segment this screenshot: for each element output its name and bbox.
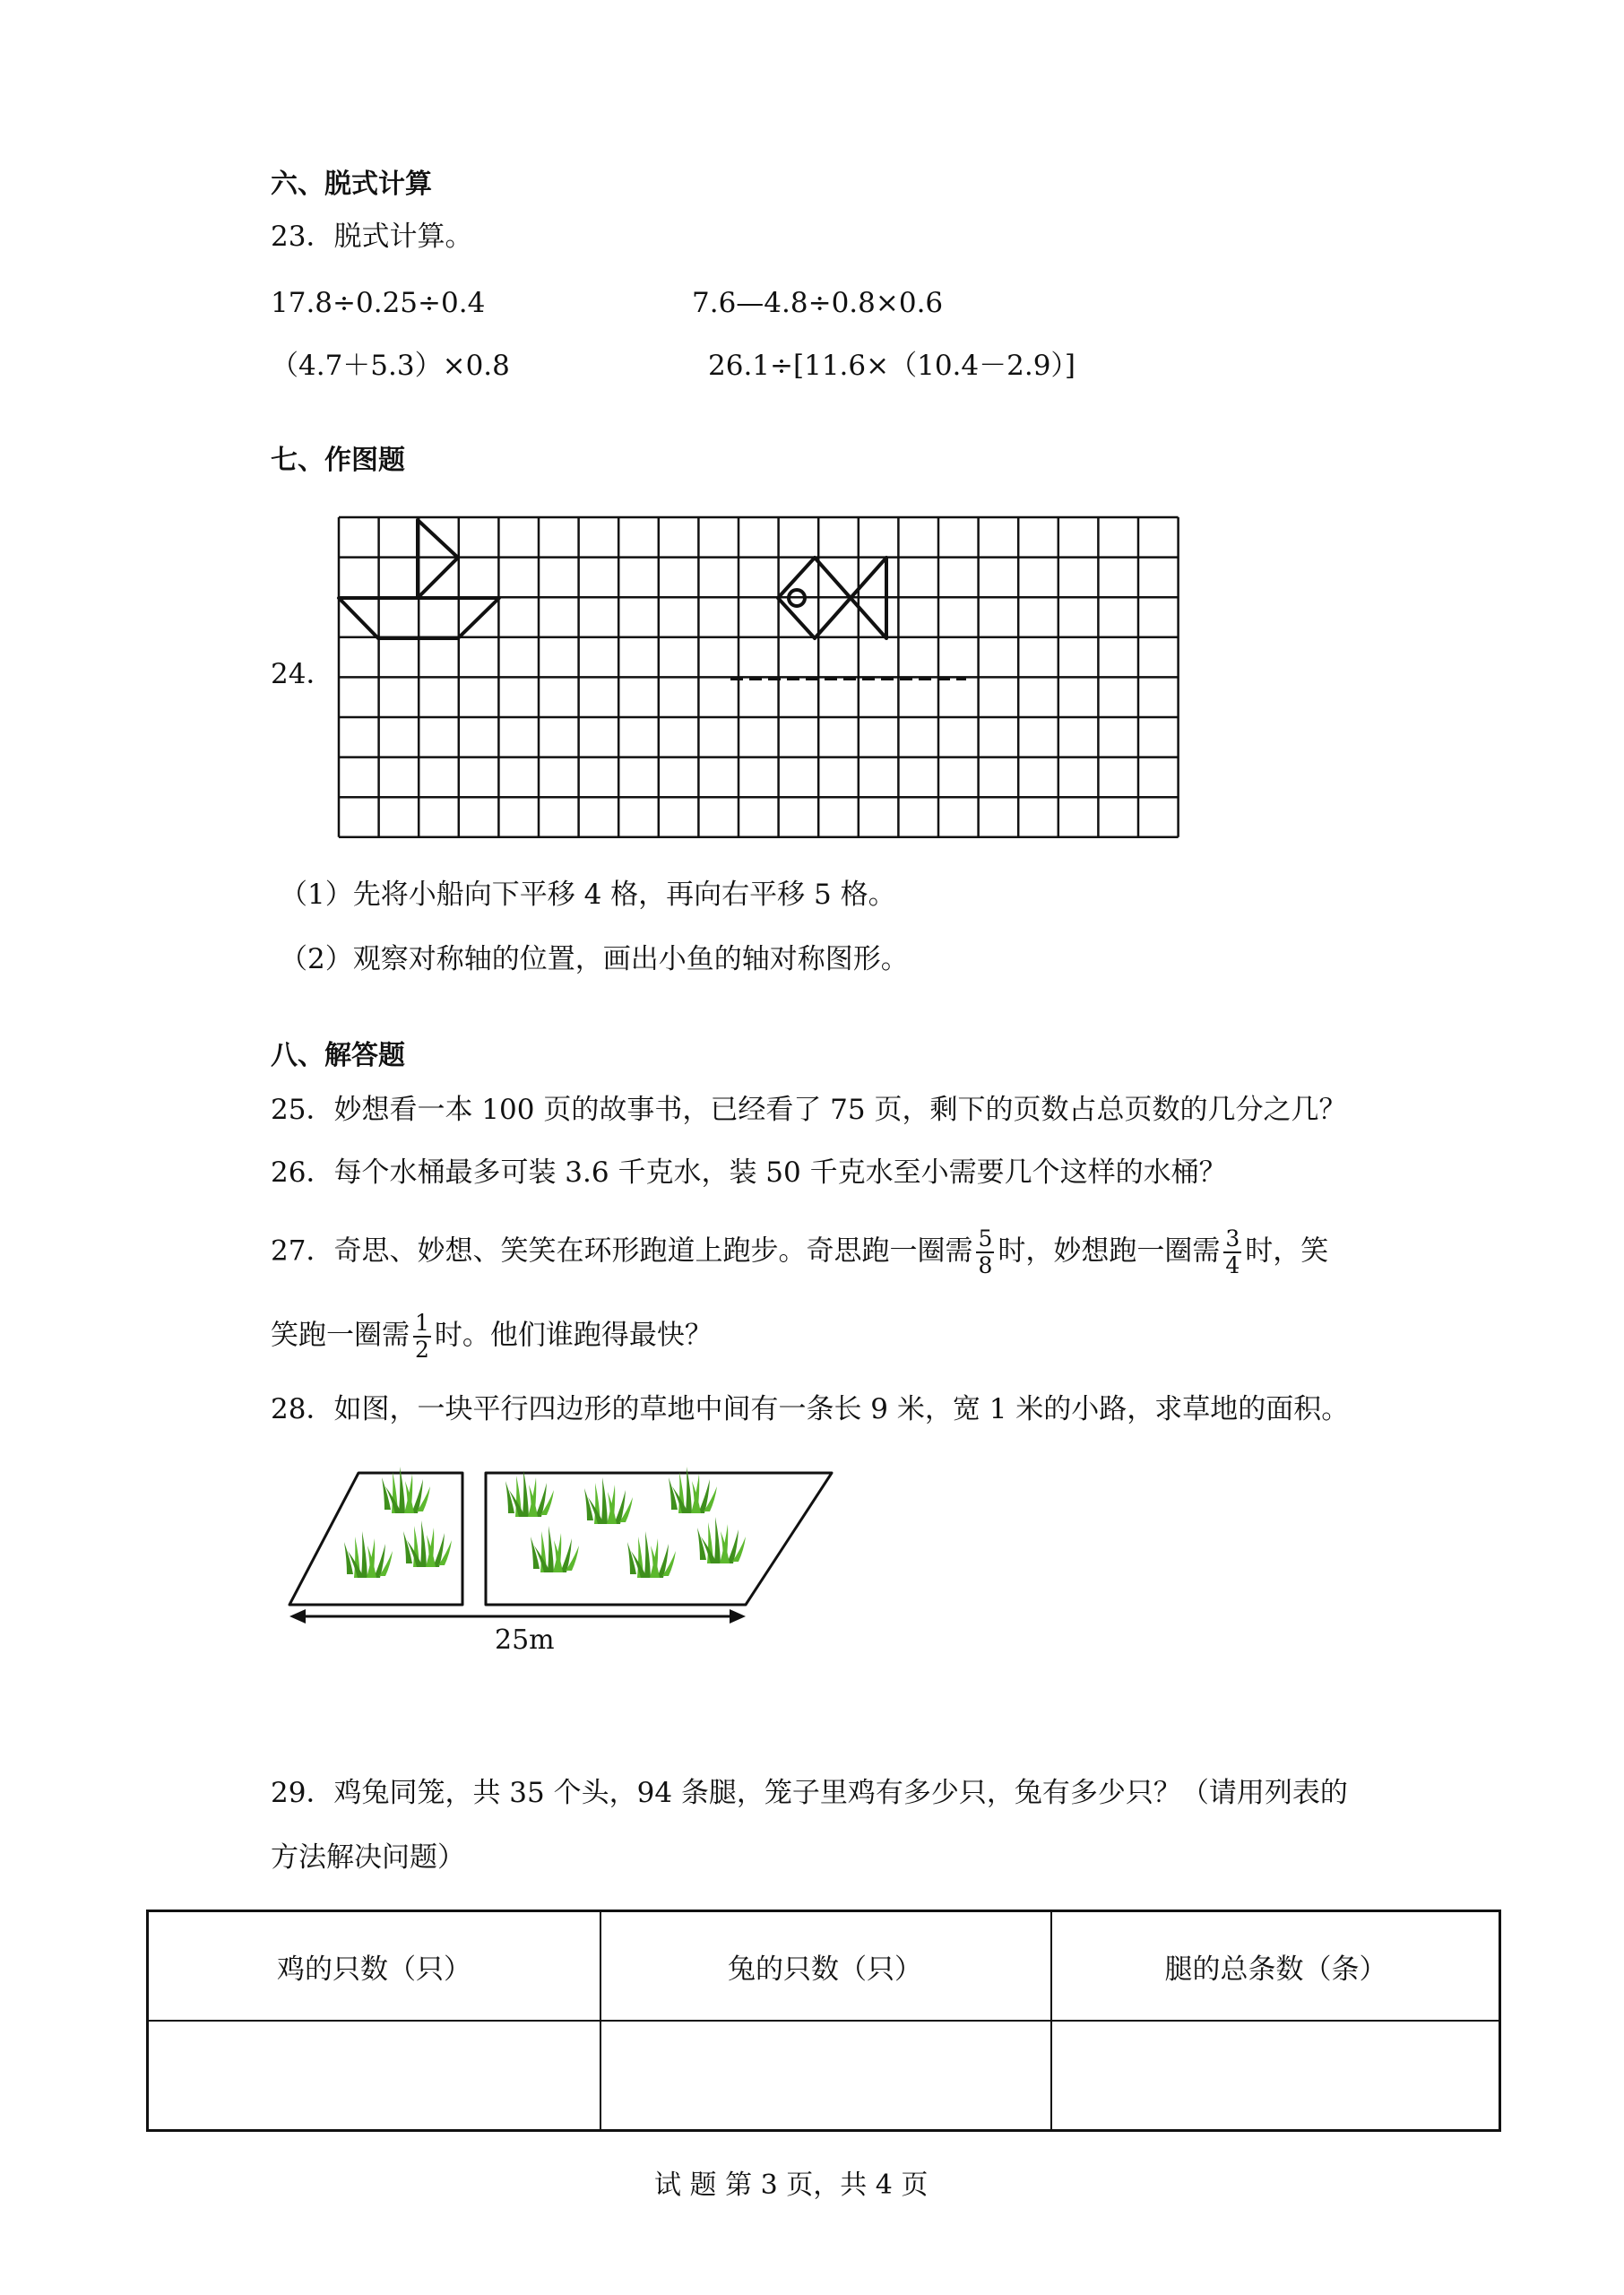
q23-expression-1: 17.8÷0.25÷0.4 [271, 287, 486, 319]
grass-icons [344, 1467, 746, 1578]
q27-text-c: 时，笑 [1245, 1234, 1329, 1268]
grass-icon [697, 1517, 746, 1563]
question-25: 25．妙想看一本 100 页的故事书，已经看了 75 页，剩下的页数占总页数的几分之几？ [271, 1094, 1347, 1126]
q27-text-b: 时，妙想跑一圈需 [998, 1234, 1221, 1268]
grass-icon [584, 1477, 633, 1524]
table-cell-answer[interactable] [149, 2022, 600, 2129]
question-26: 26．每个水桶最多可装 3.6 千克水，装 50 千克水至小需要几个这样的水桶？ [271, 1156, 1227, 1189]
question-27-line-2 [271, 1311, 713, 1363]
answer-table [146, 1910, 1501, 2132]
page-footer: 试 题 第 3 页，共 4 页 [654, 2169, 929, 2201]
table-cell-answer[interactable] [1050, 2022, 1501, 2129]
table-header-chickens: 鸡的只数（只） [277, 1953, 471, 1986]
question-24-sub-2: （2）观察对称轴的位置，画出小鱼的轴对称图形。 [280, 943, 909, 975]
dimension-label: 25m [495, 1624, 555, 1656]
q23-expression-3: （4.7＋5.3）×0.8 [271, 350, 510, 382]
fraction-1-2: $\frac{1}{2}$ [415, 1310, 429, 1363]
q23-expression-4: 26.1÷[11.6×（10.4－2.9）] [708, 350, 1076, 382]
q27-text-a: 27．奇思、妙想、笑笑在环形跑道上跑步。奇思跑一圈需 [271, 1234, 973, 1268]
grass-icon [627, 1531, 676, 1578]
section-6-title: 六、脱式计算 [271, 169, 432, 200]
grass-icon [531, 1526, 579, 1572]
grass-icon [403, 1520, 452, 1567]
grass-icon [344, 1531, 393, 1578]
question-24-sub-1: （1）先将小船向下平移 4 格，再向右平移 5 格。 [280, 879, 896, 911]
grass-icon [505, 1470, 554, 1517]
section-8-title: 八、解答题 [271, 1040, 405, 1071]
question-27-line-1 [271, 1226, 1328, 1278]
question-24-number: 24． [271, 658, 334, 690]
fraction-5-8: $\frac{5}{8}$ [978, 1225, 993, 1278]
fraction-3-4: $\frac{3}{4}$ [1225, 1225, 1240, 1278]
question-23-prompt: 23．脱式计算。 [271, 221, 473, 253]
section-7-title: 七、作图题 [271, 445, 405, 476]
dimension-arrow [289, 1609, 746, 1624]
q27-text-e: 时。他们谁跑得最快？ [434, 1319, 713, 1352]
q23-expression-2: 7.6—4.8÷0.8×0.6 [692, 287, 944, 319]
table-header-legs: 腿的总条数（条） [1164, 1953, 1387, 1986]
question-28: 28．如图，一块平行四边形的草地中间有一条长 9 米，宽 1 米的小路，求草地的面积。 [271, 1393, 1350, 1425]
question-29-line-1: 29．鸡兔同笼，共 35 个头，94 条腿，笼子里鸡有多少只，兔有多少只？（请用列表的 [271, 1777, 1348, 1809]
table-cell-answer[interactable] [600, 2022, 1050, 2129]
table-header-rabbits: 兔的只数（只） [728, 1953, 922, 1986]
question-29-line-2: 方法解决问题） [271, 1841, 465, 1874]
q27-text-d: 笑跑一圈需 [271, 1319, 410, 1352]
